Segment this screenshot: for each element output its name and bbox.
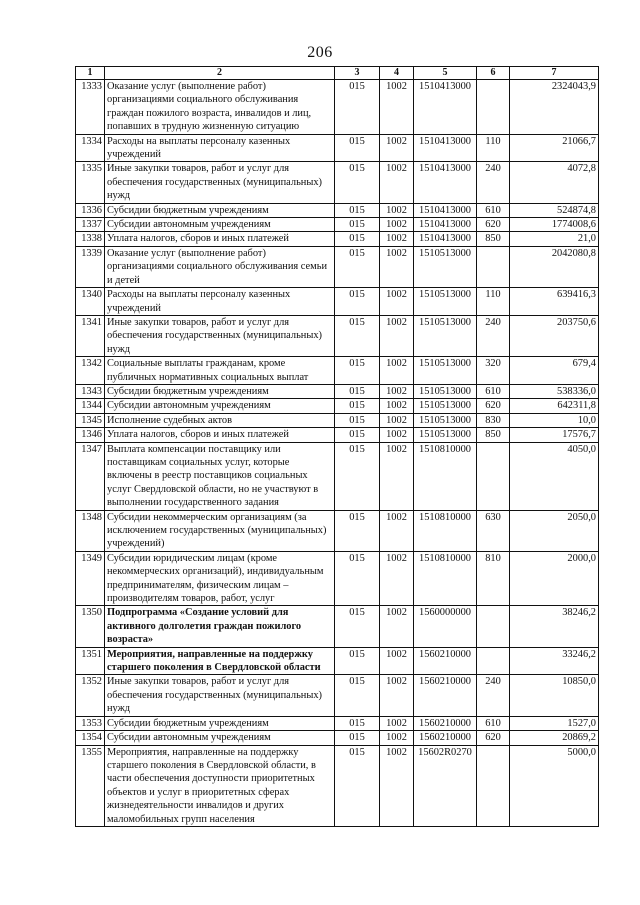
row-target-code: 1510413000 xyxy=(414,80,477,135)
row-ministry-code: 015 xyxy=(335,428,380,442)
row-expense-type-code: 320 xyxy=(477,357,510,385)
row-expense-type-code: 630 xyxy=(477,510,510,551)
row-amount: 20869,2 xyxy=(510,731,599,745)
row-amount: 203750,6 xyxy=(510,315,599,356)
row-amount: 21,0 xyxy=(510,232,599,246)
row-section-code: 1002 xyxy=(380,399,414,413)
row-target-code: 1510413000 xyxy=(414,218,477,232)
row-ministry-code: 015 xyxy=(335,357,380,385)
row-expense-type-code xyxy=(477,745,510,826)
row-section-code: 1002 xyxy=(380,716,414,730)
row-name: Субсидии юридическим лицам (кроме некоммерческих организаций), индивидуальным предпринимателям, физическим лицам – производителям товаров, работ, услуг xyxy=(105,551,335,606)
row-name: Субсидии некоммерческим организациям (за исключением государственных (муниципальных) учреждений) xyxy=(105,510,335,551)
row-number: 1340 xyxy=(76,288,105,316)
row-name: Субсидии автономным учреждениям xyxy=(105,731,335,745)
row-number: 1354 xyxy=(76,731,105,745)
row-amount: 679,4 xyxy=(510,357,599,385)
row-section-code: 1002 xyxy=(380,218,414,232)
table-row xyxy=(76,551,599,606)
header-col-7: 7 xyxy=(510,67,599,80)
row-section-code: 1002 xyxy=(380,745,414,826)
row-amount: 2000,0 xyxy=(510,551,599,606)
row-section-code: 1002 xyxy=(380,288,414,316)
header-col-1: 1 xyxy=(76,67,105,80)
table-row xyxy=(76,80,599,135)
row-ministry-code: 015 xyxy=(335,315,380,356)
row-expense-type-code: 620 xyxy=(477,218,510,232)
row-expense-type-code xyxy=(477,80,510,135)
row-amount: 10850,0 xyxy=(510,675,599,716)
row-number: 1345 xyxy=(76,413,105,427)
row-expense-type-code: 610 xyxy=(477,203,510,217)
row-ministry-code: 015 xyxy=(335,232,380,246)
row-number: 1337 xyxy=(76,218,105,232)
table-row xyxy=(76,731,599,745)
header-row xyxy=(76,67,599,80)
row-name: Иные закупки товаров, работ и услуг для обеспечения государственных (муниципальных) нужд xyxy=(105,162,335,203)
row-name: Оказание услуг (выполнение работ) организациями социального обслуживания семьи и детей xyxy=(105,246,335,287)
table-row xyxy=(76,745,599,826)
row-target-code: 15602R0270 xyxy=(414,745,477,826)
row-target-code: 1560210000 xyxy=(414,716,477,730)
row-name: Исполнение судебных актов xyxy=(105,413,335,427)
row-section-code: 1002 xyxy=(380,647,414,675)
row-target-code: 1510513000 xyxy=(414,246,477,287)
row-amount: 17576,7 xyxy=(510,428,599,442)
table-row xyxy=(76,716,599,730)
row-expense-type-code xyxy=(477,246,510,287)
row-name: Выплата компенсации поставщику или поставщикам социальных услуг, которые включены в реестр поставщиков социальных услуг Свердловской области, но не участвуют в выполнении государственного задания xyxy=(105,442,335,510)
row-section-code: 1002 xyxy=(380,428,414,442)
table-row xyxy=(76,675,599,716)
row-amount: 10,0 xyxy=(510,413,599,427)
row-target-code: 1510413000 xyxy=(414,232,477,246)
row-ministry-code: 015 xyxy=(335,606,380,647)
row-number: 1338 xyxy=(76,232,105,246)
row-name: Субсидии автономным учреждениям xyxy=(105,399,335,413)
row-ministry-code: 015 xyxy=(335,80,380,135)
row-name: Иные закупки товаров, работ и услуг для обеспечения государственных (муниципальных) нужд xyxy=(105,315,335,356)
row-expense-type-code: 110 xyxy=(477,134,510,162)
row-expense-type-code: 850 xyxy=(477,232,510,246)
row-target-code: 1510413000 xyxy=(414,134,477,162)
row-amount: 524874,8 xyxy=(510,203,599,217)
row-number: 1335 xyxy=(76,162,105,203)
row-name: Уплата налогов, сборов и иных платежей xyxy=(105,428,335,442)
row-name: Мероприятия, направленные на поддержку старшего поколения в Свердловской области xyxy=(105,647,335,675)
row-expense-type-code: 810 xyxy=(477,551,510,606)
row-expense-type-code: 850 xyxy=(477,428,510,442)
table-row xyxy=(76,246,599,287)
row-amount: 538336,0 xyxy=(510,384,599,398)
row-expense-type-code: 110 xyxy=(477,288,510,316)
row-ministry-code: 015 xyxy=(335,551,380,606)
row-expense-type-code xyxy=(477,647,510,675)
row-ministry-code: 015 xyxy=(335,203,380,217)
row-section-code: 1002 xyxy=(380,357,414,385)
row-number: 1355 xyxy=(76,745,105,826)
row-section-code: 1002 xyxy=(380,232,414,246)
row-ministry-code: 015 xyxy=(335,288,380,316)
table-row xyxy=(76,442,599,510)
header-col-6: 6 xyxy=(477,67,510,80)
row-section-code: 1002 xyxy=(380,246,414,287)
row-section-code: 1002 xyxy=(380,315,414,356)
row-amount: 21066,7 xyxy=(510,134,599,162)
row-target-code: 1560210000 xyxy=(414,647,477,675)
row-number: 1353 xyxy=(76,716,105,730)
row-target-code: 1510810000 xyxy=(414,551,477,606)
row-number: 1349 xyxy=(76,551,105,606)
row-target-code: 1510513000 xyxy=(414,384,477,398)
row-name: Субсидии бюджетным учреждениям xyxy=(105,384,335,398)
row-section-code: 1002 xyxy=(380,510,414,551)
row-amount: 38246,2 xyxy=(510,606,599,647)
row-expense-type-code: 240 xyxy=(477,675,510,716)
page-number: 206 xyxy=(307,44,333,61)
row-target-code: 1510513000 xyxy=(414,428,477,442)
row-ministry-code: 015 xyxy=(335,413,380,427)
row-section-code: 1002 xyxy=(380,731,414,745)
row-ministry-code: 015 xyxy=(335,162,380,203)
header-col-5: 5 xyxy=(414,67,477,80)
row-amount: 5000,0 xyxy=(510,745,599,826)
row-name: Оказание услуг (выполнение работ) организациями социального обслуживания граждан пожилого возраста, инвалидов и лиц, попавших в трудную жизненную ситуацию xyxy=(105,80,335,135)
row-ministry-code: 015 xyxy=(335,731,380,745)
row-target-code: 1510513000 xyxy=(414,315,477,356)
row-section-code: 1002 xyxy=(380,606,414,647)
row-amount: 2042080,8 xyxy=(510,246,599,287)
row-number: 1347 xyxy=(76,442,105,510)
table-row xyxy=(76,428,599,442)
row-ministry-code: 015 xyxy=(335,510,380,551)
row-section-code: 1002 xyxy=(380,162,414,203)
row-name: Субсидии бюджетным учреждениям xyxy=(105,716,335,730)
row-section-code: 1002 xyxy=(380,203,414,217)
row-number: 1350 xyxy=(76,606,105,647)
row-section-code: 1002 xyxy=(380,551,414,606)
row-expense-type-code xyxy=(477,442,510,510)
row-amount: 642311,8 xyxy=(510,399,599,413)
table-row xyxy=(76,606,599,647)
row-number: 1333 xyxy=(76,80,105,135)
row-number: 1341 xyxy=(76,315,105,356)
row-amount: 4050,0 xyxy=(510,442,599,510)
row-ministry-code: 015 xyxy=(335,399,380,413)
row-name: Социальные выплаты гражданам, кроме публичных нормативных социальных выплат xyxy=(105,357,335,385)
row-expense-type-code: 240 xyxy=(477,315,510,356)
table-row xyxy=(76,218,599,232)
row-name: Иные закупки товаров, работ и услуг для обеспечения государственных (муниципальных) нужд xyxy=(105,675,335,716)
row-amount: 33246,2 xyxy=(510,647,599,675)
table-row xyxy=(76,288,599,316)
header-col-2: 2 xyxy=(105,67,335,80)
row-expense-type-code: 610 xyxy=(477,384,510,398)
row-number: 1348 xyxy=(76,510,105,551)
row-target-code: 1560000000 xyxy=(414,606,477,647)
row-target-code: 1510413000 xyxy=(414,203,477,217)
row-section-code: 1002 xyxy=(380,675,414,716)
row-amount: 2324043,9 xyxy=(510,80,599,135)
row-number: 1339 xyxy=(76,246,105,287)
row-target-code: 1510513000 xyxy=(414,357,477,385)
row-target-code: 1560210000 xyxy=(414,675,477,716)
row-target-code: 1510413000 xyxy=(414,162,477,203)
row-number: 1334 xyxy=(76,134,105,162)
row-name: Расходы на выплаты персоналу казенных учреждений xyxy=(105,134,335,162)
row-number: 1351 xyxy=(76,647,105,675)
row-ministry-code: 015 xyxy=(335,246,380,287)
row-name: Подпрограмма «Создание условий для активного долголетия граждан пожилого возраста» xyxy=(105,606,335,647)
table-row xyxy=(76,162,599,203)
row-name: Уплата налогов, сборов и иных платежей xyxy=(105,232,335,246)
row-number: 1352 xyxy=(76,675,105,716)
table-row xyxy=(76,647,599,675)
table-row xyxy=(76,232,599,246)
row-number: 1336 xyxy=(76,203,105,217)
row-expense-type-code: 620 xyxy=(477,731,510,745)
table-body xyxy=(76,80,599,827)
row-number: 1342 xyxy=(76,357,105,385)
row-section-code: 1002 xyxy=(380,80,414,135)
row-expense-type-code: 830 xyxy=(477,413,510,427)
table-row xyxy=(76,413,599,427)
table-row xyxy=(76,134,599,162)
table-row xyxy=(76,315,599,356)
header-col-3: 3 xyxy=(335,67,380,80)
row-target-code: 1510513000 xyxy=(414,413,477,427)
row-amount: 2050,0 xyxy=(510,510,599,551)
row-ministry-code: 015 xyxy=(335,647,380,675)
row-ministry-code: 015 xyxy=(335,442,380,510)
row-expense-type-code: 620 xyxy=(477,399,510,413)
budget-table xyxy=(75,66,599,827)
row-target-code: 1510810000 xyxy=(414,510,477,551)
row-target-code: 1510513000 xyxy=(414,288,477,316)
row-expense-type-code: 240 xyxy=(477,162,510,203)
row-section-code: 1002 xyxy=(380,384,414,398)
row-amount: 639416,3 xyxy=(510,288,599,316)
row-name: Субсидии автономным учреждениям xyxy=(105,218,335,232)
row-ministry-code: 015 xyxy=(335,716,380,730)
row-section-code: 1002 xyxy=(380,413,414,427)
row-expense-type-code xyxy=(477,606,510,647)
table-row xyxy=(76,203,599,217)
row-amount: 4072,8 xyxy=(510,162,599,203)
row-ministry-code: 015 xyxy=(335,745,380,826)
table-row xyxy=(76,510,599,551)
row-target-code: 1560210000 xyxy=(414,731,477,745)
table-row xyxy=(76,357,599,385)
table-row xyxy=(76,384,599,398)
row-section-code: 1002 xyxy=(380,442,414,510)
row-name: Расходы на выплаты персоналу казенных учреждений xyxy=(105,288,335,316)
row-ministry-code: 015 xyxy=(335,134,380,162)
row-name: Субсидии бюджетным учреждениям xyxy=(105,203,335,217)
row-number: 1346 xyxy=(76,428,105,442)
row-ministry-code: 015 xyxy=(335,218,380,232)
row-target-code: 1510810000 xyxy=(414,442,477,510)
row-section-code: 1002 xyxy=(380,134,414,162)
row-expense-type-code: 610 xyxy=(477,716,510,730)
row-ministry-code: 015 xyxy=(335,384,380,398)
header-col-4: 4 xyxy=(380,67,414,80)
row-ministry-code: 015 xyxy=(335,675,380,716)
table-row xyxy=(76,399,599,413)
row-amount: 1774008,6 xyxy=(510,218,599,232)
row-name: Мероприятия, направленные на поддержку старшего поколения в Свердловской области, в части обеспечения доступности приоритетных объектов и услуг в приоритетных сферах жизнедеятельности инвалидов и других маломобильных групп населения xyxy=(105,745,335,826)
row-number: 1344 xyxy=(76,399,105,413)
row-target-code: 1510513000 xyxy=(414,399,477,413)
row-number: 1343 xyxy=(76,384,105,398)
row-amount: 1527,0 xyxy=(510,716,599,730)
